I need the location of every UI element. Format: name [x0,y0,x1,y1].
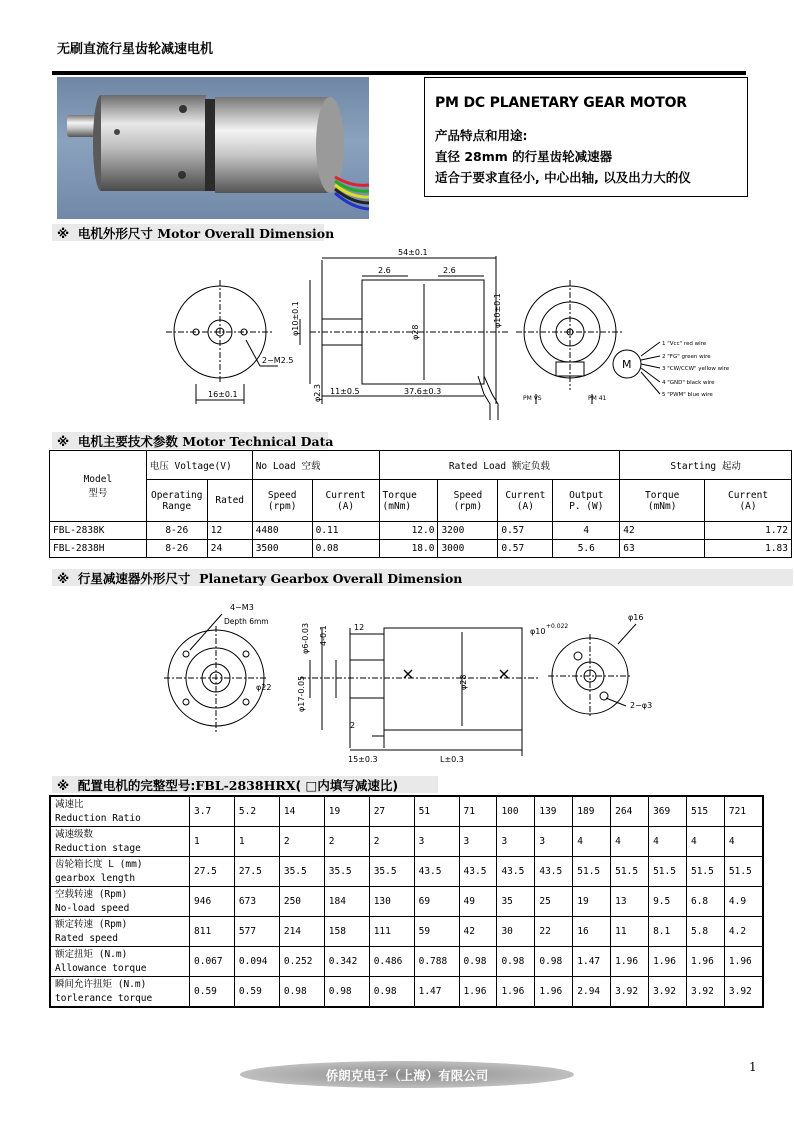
table-cell: 0.98 [279,977,324,1008]
table-cell: 2 [369,827,414,857]
table-cell: 8.1 [649,917,687,947]
table-cell: 2 [324,827,369,857]
table-cell: 130 [369,887,414,917]
table-cell: 35.5 [369,857,414,887]
table-cell: 111 [369,917,414,947]
table-cell: 0.342 [324,947,369,977]
dim-pcd: 16±0.1 [208,390,238,399]
table-cell: 369 [649,796,687,827]
table-cell: 43.5 [459,857,497,887]
col-speed: Speed (rpm) [438,480,498,522]
table-cell: 264 [611,796,649,827]
row-label [50,796,190,827]
table-cell: 0.486 [369,947,414,977]
table-row: FBL-2838K 8-26 12 4480 0.11 12.0 3200 0.57 4 42 1.72 [50,522,792,540]
row-label-en: torlerance torque [55,992,153,1004]
starting-group-header: Starting 起动 [620,451,792,480]
table-cell: 0.98 [497,947,535,977]
table-cell: 27 [369,796,414,827]
row-label [50,857,190,887]
table-cell: 515 [686,796,724,827]
table-cell: 14 [279,796,324,827]
table-cell: 139 [535,796,573,827]
table-cell: 13 [611,887,649,917]
section-heading-motor-tech: ※ 电机主要技术参数 Motor Technical Data [57,434,334,449]
dim-shaft-len: 11±0.5 [330,387,360,396]
table-row [50,827,763,857]
table-cell: 0.094 [234,947,279,977]
row-label-en: Reduction Ratio [55,812,141,824]
table-cell: 25 [535,887,573,917]
table-cell: 59 [414,917,459,947]
dim-shaft-dia-2: φ10±0.1 [493,293,502,328]
dim-total-length: 54±0.1 [398,248,428,257]
table-cell: 3 [459,827,497,857]
row-label-cn: 减速级数 [55,828,94,840]
table-cell: 3 [497,827,535,857]
dim-d1: 2.6 [378,266,391,275]
table-cell: 1 [190,827,235,857]
table-cell: 1.47 [573,947,611,977]
table-row [50,947,763,977]
header-rule [52,71,746,75]
dim-d2: 2.6 [443,266,456,275]
table-row [50,977,763,1008]
col-st-torque: Torque (mNm) [620,480,705,522]
wire-1: 1 "Vcc" red wire [662,341,707,347]
table-row [50,796,763,827]
table-cell: 0.98 [459,947,497,977]
table-cell: 811 [190,917,235,947]
section-heading-model-note: ※ 配置电机的完整型号:FBL-2838HRX( □内填写减速比) [57,778,399,793]
table-cell: 3.92 [611,977,649,1008]
label-pm-left: PM ⅤS [523,395,542,402]
row-label-en: gearbox length [55,872,136,884]
table-cell: 0.067 [190,947,235,977]
row-label-cn: 齿轮箱长度 L (mm) [55,858,143,870]
table-cell: 189 [573,796,611,827]
feature-line-2: 适合于要求直径小, 中心出轴, 以及出力大的仪 [435,170,691,185]
table-cell: 3.92 [724,977,763,1008]
dim-tol2: +0.022 [546,623,569,630]
dim-shaft-len-12: 12 [354,623,365,632]
row-label [50,947,190,977]
table-cell: 51.5 [649,857,687,887]
row-label-cn: 额定转速 (Rpm) [55,918,128,930]
table-cell: 5.2 [234,796,279,827]
table-cell: 35 [497,887,535,917]
dim-pilot2: φ10 [530,627,546,636]
col-output: Output P. (W) [553,480,620,522]
table-cell: 51.5 [724,857,763,887]
table-cell: 1.96 [686,947,724,977]
table-cell: 4 [573,827,611,857]
table-cell: 3.92 [649,977,687,1008]
dim-gear-holes: 4−M3 [230,603,254,612]
col-operating-range: Operating Range [146,480,207,522]
table-cell: 71 [459,796,497,827]
voltage-group-header: 电压 Voltage(V) [146,451,252,480]
table-cell: 5.8 [686,917,724,947]
dim-flat: 4-0.1 [319,625,328,646]
col-current: Current (A) [498,480,553,522]
dim-body-dia: φ28 [411,324,420,340]
table-cell: 0.59 [190,977,235,1008]
product-title: PM DC PLANETARY GEAR MOTOR [435,95,687,111]
features-heading: 产品特点和用途: [435,128,528,143]
model-header: Model 型号 [50,451,147,522]
row-label-cn: 空载转速 (Rpm) [55,888,128,900]
dim-shaft-d: φ6-0.03 [301,622,310,654]
table-row: FBL-2838H 8-26 24 3500 0.08 18.0 3000 0.57 5.6 63 1.83 [50,540,792,558]
dim-gear-depth: Depth 6mm [224,617,269,626]
table-cell: 2.94 [573,977,611,1008]
dim-pilot: φ17-0.05 [297,675,306,712]
row-label [50,887,190,917]
table-cell: 42 [459,917,497,947]
table-cell: 1.96 [724,947,763,977]
wire-2: 2 "FG" green wire [662,354,711,360]
table-cell: 51.5 [686,857,724,887]
table-cell: 1.96 [535,977,573,1008]
table-cell: 946 [190,887,235,917]
table-cell: 0.98 [535,947,573,977]
row-label-en: Reduction stage [55,842,141,854]
gearbox-dimension-drawing [160,598,680,768]
table-row [50,917,763,947]
col-rated: Rated [207,480,252,522]
row-label [50,917,190,947]
dim-gear-pcd: φ22 [256,683,272,692]
table-cell: 51.5 [611,857,649,887]
table-cell: 4 [611,827,649,857]
table-cell: 51 [414,796,459,827]
dim-lenL: L±0.3 [440,755,464,764]
table-cell: 4 [724,827,763,857]
table-cell: 0.252 [279,947,324,977]
table-cell: 35.5 [324,857,369,887]
reduction-ratio-table [49,795,764,1008]
document-title: 无刷直流行星齿轮减速电机 [57,42,214,57]
feature-line-1: 直径 28mm 的行星齿轮减速器 [435,149,613,164]
table-cell: 3.7 [190,796,235,827]
dim-shaft-dia: φ10±0.1 [291,301,300,336]
table-cell: 184 [324,887,369,917]
table-cell: 4 [649,827,687,857]
company-name: 侨朗克电子（上海）有限公司 [325,1068,489,1083]
table-cell: 1 [234,827,279,857]
row-label-cn: 瞬间允许扭矩 (N.m) [55,978,147,990]
table-cell: 27.5 [190,857,235,887]
row-label [50,977,190,1008]
product-intro-box [424,77,748,197]
table-cell: 1.96 [611,947,649,977]
table-cell: 19 [324,796,369,827]
table-cell: 43.5 [535,857,573,887]
dim-body-len: 37.6±0.3 [404,387,442,396]
col-nl-current: Current (A) [312,480,379,522]
table-cell: 1.96 [497,977,535,1008]
table-cell: 1.96 [459,977,497,1008]
row-label-en: Allowance torque [55,962,147,974]
table-cell: 4.2 [724,917,763,947]
table-cell: 69 [414,887,459,917]
table-row [50,857,763,887]
section-heading-motor-dimension: ※ 电机外形尺寸 Motor Overall Dimension [57,226,335,241]
dim-d16: φ16 [628,613,644,622]
col-torque: Torque (mNm) [379,480,438,522]
motor-symbol: M [622,358,632,371]
col-nl-speed: Speed (rpm) [252,480,312,522]
row-label-en: No-load speed [55,902,130,914]
dim-shaft-small: φ2.3 [313,384,322,402]
table-cell: 0.98 [369,977,414,1008]
motor-dimension-drawing [160,244,730,424]
dim-holes: 2−M2.5 [262,356,294,365]
row-label [50,827,190,857]
table-cell: 721 [724,796,763,827]
rated-group-header: Rated Load 额定负载 [379,451,620,480]
table-cell: 22 [535,917,573,947]
table-cell: 0.59 [234,977,279,1008]
table-cell: 27.5 [234,857,279,887]
table-cell: 19 [573,887,611,917]
table-cell: 577 [234,917,279,947]
table-cell: 3 [535,827,573,857]
table-cell: 4 [686,827,724,857]
table-cell: 1.96 [649,947,687,977]
table-cell: 9.5 [649,887,687,917]
table-cell: 673 [234,887,279,917]
page-number: 1 [749,1060,757,1074]
table-cell: 43.5 [414,857,459,887]
table-row [50,887,763,917]
motor-photo [57,77,369,219]
wire-5: 5 "PWM" blue wire [662,392,713,398]
table-cell: 6.8 [686,887,724,917]
table-cell: 35.5 [279,857,324,887]
section-heading-gearbox-dimension: ※ 行星减速器外形尺寸 Planetary Gearbox Overall Dimension [57,571,463,586]
table-cell: 2 [279,827,324,857]
table-cell: 0.788 [414,947,459,977]
row-label-cn: 额定扭矩 (N.m) [55,948,128,960]
table-cell: 51.5 [573,857,611,887]
motor-tech-table [49,450,792,558]
table-cell: 1.47 [414,977,459,1008]
table-cell: 49 [459,887,497,917]
dim-len15: 15±0.3 [348,755,378,764]
row-label-cn: 减速比 [55,798,84,810]
table-cell: 0.98 [324,977,369,1008]
dim-len2: 2 [350,721,356,730]
table-cell: 250 [279,887,324,917]
table-cell: 16 [573,917,611,947]
col-st-current: Current (A) [705,480,792,522]
table-cell: 43.5 [497,857,535,887]
table-cell: 11 [611,917,649,947]
table-cell: 4.9 [724,887,763,917]
table-cell: 100 [497,796,535,827]
label-pm-right: PM 41 [588,395,607,402]
dim-holes2: 2−φ3 [630,701,653,710]
table-cell: 30 [497,917,535,947]
table-cell: 3 [414,827,459,857]
wire-3: 3 "CW/CCW" yellow wire [662,366,730,372]
table-cell: 3.92 [686,977,724,1008]
dim-gear-body-dia: φ28 [459,674,468,690]
wire-4: 4 "GND" black wire [662,380,715,386]
row-label-en: Rated speed [55,932,118,944]
table-cell: 158 [324,917,369,947]
table-cell: 214 [279,917,324,947]
noload-group-header: No Load 空载 [252,451,379,480]
